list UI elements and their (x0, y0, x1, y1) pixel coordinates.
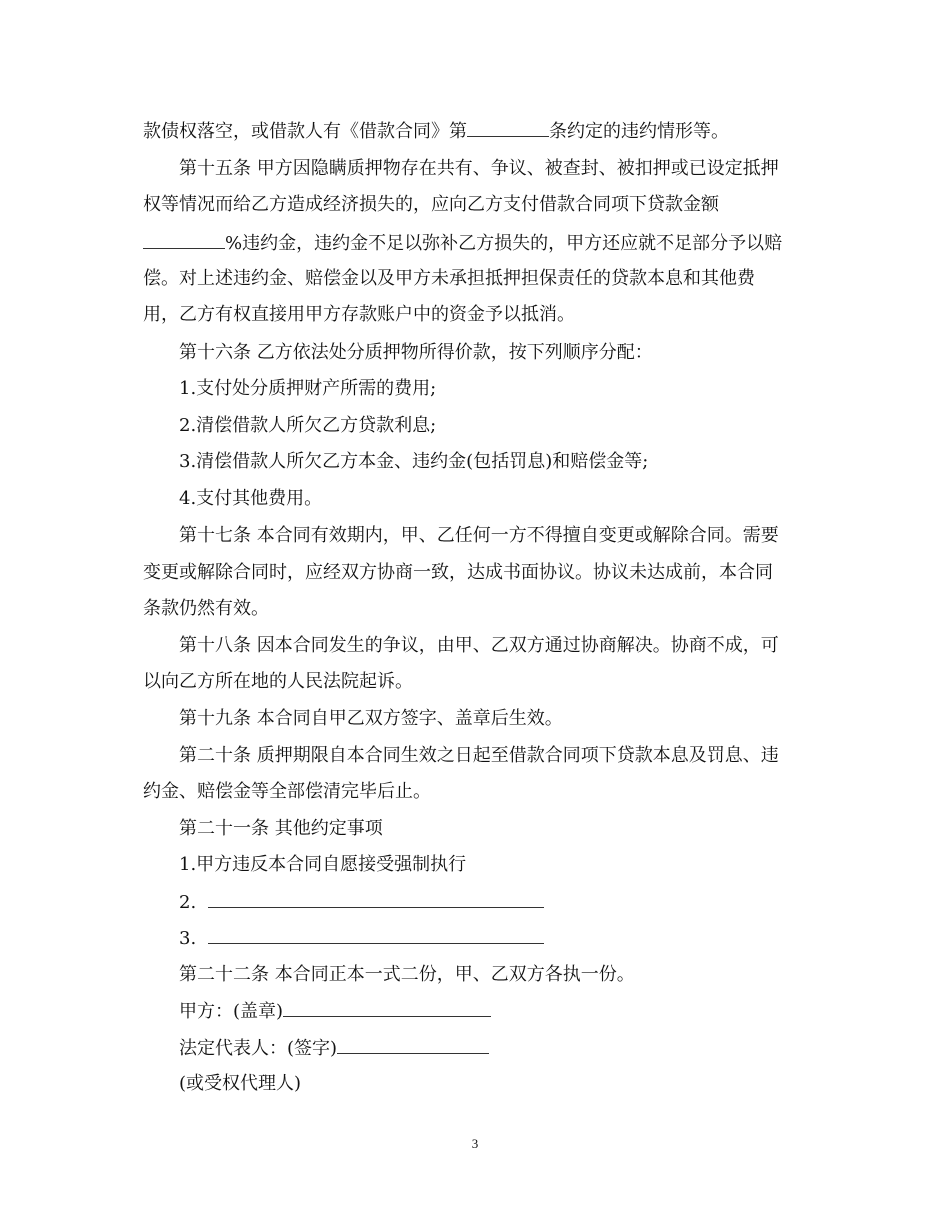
article-15-line-2 (143, 193, 803, 217)
text: 第十九条 本合同自甲乙双方签字、盖章后生效。 (179, 708, 563, 729)
article-20-line-1 (179, 744, 839, 768)
text: 2. (179, 892, 197, 913)
party-a-seal-line (179, 999, 839, 1024)
text: 第十五条 甲方因隐瞒质押物存在共有、争议、被查封、被扣押或已设定抵押 (179, 158, 779, 179)
text: 甲方：(盖章) (179, 1001, 284, 1022)
text: 变更或解除合同时，应经双方协商一致，达成书面协议。协议未达成前，本合同 (143, 562, 773, 583)
page-number: 3 (471, 1136, 479, 1151)
list-item-2 (179, 414, 839, 438)
article-21-heading (179, 817, 839, 841)
article-20-line-2 (143, 780, 803, 804)
fill-blank (467, 119, 549, 137)
article-15-line-4 (143, 267, 803, 291)
paragraph-line (143, 119, 803, 144)
text: 4.支付其他费用。 (179, 488, 323, 509)
article-17-line-1 (179, 524, 839, 548)
article-15-line-1 (179, 157, 839, 181)
list-item-3 (179, 450, 839, 474)
text: 第十七条 本合同有效期内，甲、乙任何一方不得擅自变更或解除合同。需要 (179, 525, 779, 546)
text: 款债权落空，或借款人有《借款合同》第 (143, 121, 467, 142)
article-15-line-5 (143, 303, 803, 327)
seal-blank (283, 999, 491, 1017)
article-17-line-3 (143, 597, 803, 621)
fill-blank (208, 926, 544, 944)
fill-blank (143, 231, 225, 249)
text: 1.甲方违反本合同自愿接受强制执行 (179, 854, 467, 875)
text: 第十八条 因本合同发生的争议，由甲、乙双方通过协商解决。协商不成，可 (179, 635, 779, 656)
text: (或受权代理人) (179, 1073, 302, 1094)
text: 1.支付处分质押财产所需的费用; (179, 378, 437, 399)
text: 用，乙方有权直接用甲方存款账户中的资金予以抵消。 (143, 304, 575, 325)
article-16-line-1 (179, 341, 839, 365)
legal-rep-sign-line (179, 1036, 839, 1061)
list-item-1 (179, 377, 839, 401)
fill-blank (208, 890, 544, 908)
article-17-line-2 (143, 561, 803, 585)
article-22-line (179, 963, 839, 987)
text: 第二十一条 其他约定事项 (179, 818, 383, 839)
article-18-line-2 (143, 670, 803, 694)
text: 以向乙方所在地的人民法院起诉。 (143, 671, 413, 692)
text: 2.清偿借款人所欠乙方贷款利息; (179, 415, 437, 436)
list-item-4 (179, 487, 839, 511)
article-19-line (179, 707, 839, 731)
text: 3. (179, 928, 197, 949)
text: 条约定的违约情形等。 (549, 121, 729, 142)
text: 约金、赔偿金等全部偿清完毕后止。 (143, 781, 431, 802)
text: 第二十条 质押期限自本合同生效之日起至借款合同项下贷款本息及罚息、违 (179, 745, 779, 766)
article-21-item-3 (179, 926, 839, 951)
text: 第二十二条 本合同正本一式二份，甲、乙双方各执一份。 (179, 964, 635, 985)
article-18-line-1 (179, 634, 839, 658)
article-15-line-3 (143, 231, 803, 256)
text: 偿。对上述违约金、赔偿金以及甲方未承担抵押担保责任的贷款本息和其他费 (143, 268, 755, 289)
authorized-agent-line (179, 1072, 839, 1096)
signature-blank (337, 1036, 489, 1054)
text: 法定代表人：(签字) (179, 1038, 338, 1059)
text: 条款仍然有效。 (143, 598, 269, 619)
text: 第十六条 乙方依法处分质押物所得价款，按下列顺序分配： (179, 342, 653, 363)
text: %违约金，违约金不足以弥补乙方损失的，甲方还应就不足部分予以赔 (225, 233, 783, 254)
article-21-item-2 (179, 890, 839, 915)
text: 3.清偿借款人所欠乙方本金、违约金(包括罚息)和赔偿金等; (179, 451, 649, 472)
text: 权等情况而给乙方造成经济损失的，应向乙方支付借款合同项下贷款金额 (143, 194, 719, 215)
article-21-item-1 (179, 853, 839, 877)
